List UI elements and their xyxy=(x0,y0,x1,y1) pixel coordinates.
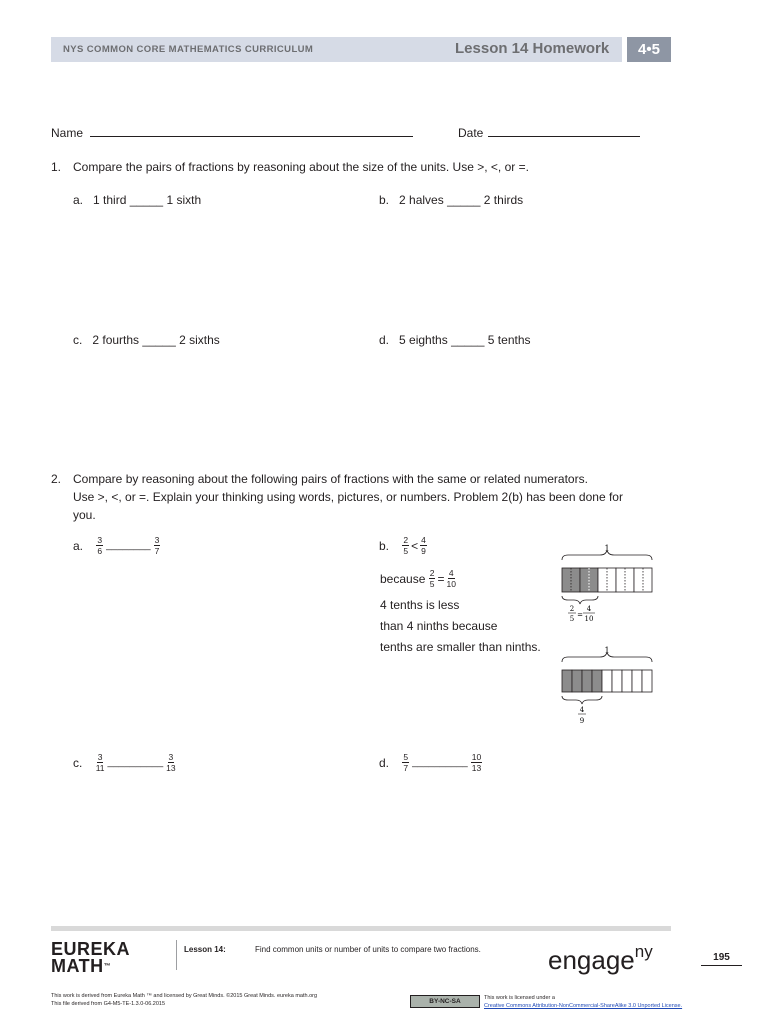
license-line1: This work is licensed under a xyxy=(484,995,555,1001)
grade-module-badge: 4•5 xyxy=(627,37,671,62)
q1b xyxy=(379,193,523,207)
q2-prompt-line3: you. xyxy=(73,508,96,522)
footer-rule xyxy=(51,926,671,931)
name-label: Name xyxy=(51,126,84,140)
q2c xyxy=(73,752,176,773)
q1a-left: 1 third xyxy=(93,193,127,207)
svg-text:4: 4 xyxy=(586,605,592,613)
q2-prompt-line2: Use >, <, or =. Explain your thinking using words, pictures, or numbers. Problem 2(b) has been done for xyxy=(73,490,623,504)
q2b-left-fraction: $\frac{2}{5}$ xyxy=(403,535,409,556)
q1c-letter: c. xyxy=(73,333,83,347)
engageny-logo: engage$^{ny}$ xyxy=(548,942,653,975)
q1a-letter: a. xyxy=(73,193,84,207)
svg-text:2: 2 xyxy=(569,605,575,613)
date-label: Date xyxy=(458,126,484,140)
q2a xyxy=(73,535,160,556)
q2d-right-fraction: $\frac{10}{13}$ xyxy=(471,752,482,773)
q2d xyxy=(379,752,482,773)
svg-text:10: 10 xyxy=(584,615,594,623)
q2a-left-fraction: $\frac{3}{6}$ xyxy=(97,535,103,556)
q1b-left: 2 halves xyxy=(399,193,444,207)
q2b-explain-line2: than 4 ninths because xyxy=(380,619,498,633)
footer-lesson-label: Lesson 14: xyxy=(184,945,226,954)
footer-divider xyxy=(176,940,177,970)
top-whole-label: 1 xyxy=(604,544,610,553)
page-number: 195 xyxy=(701,952,742,966)
q1a xyxy=(73,193,201,207)
derived-line1: This work is derived from Eureka Math ™ and licensed by Great Minds. ©2015 Great Minds. eureka math.org xyxy=(51,993,318,999)
q2c-right-fraction: $\frac{3}{13}$ xyxy=(166,752,176,773)
q1d-letter: d. xyxy=(379,333,390,347)
q1c-blank[interactable]: _____ xyxy=(142,333,176,347)
q2d-left-fraction: $\frac{5}{7}$ xyxy=(403,752,409,773)
q2b-because xyxy=(380,568,456,589)
q1d xyxy=(379,333,531,347)
eureka-math-logo: EUREKA MATH™ xyxy=(51,939,131,976)
q2b-letter: b. xyxy=(379,538,390,553)
top-under-brace xyxy=(562,596,598,604)
q2c-letter: c. xyxy=(73,755,83,770)
q2d-blank[interactable]: __________ xyxy=(412,757,468,768)
q2b-because-fraction2: $\frac{4}{10}$ xyxy=(446,568,456,589)
q1-prompt: Compare the pairs of fractions by reasoning about the size of the units. Use >, <, or =. xyxy=(73,160,529,174)
bottom-whole-label: 1 xyxy=(604,646,610,655)
q2b-explain-line3: tenths are smaller than ninths. xyxy=(380,640,541,654)
q2b-because-word: because xyxy=(380,571,426,586)
q2c-blank[interactable]: __________ xyxy=(107,757,164,768)
q2a-blank[interactable]: ________ xyxy=(106,540,151,551)
cc-license-badge[interactable]: BY-NC-SA xyxy=(410,995,480,1008)
q1d-right: 5 tenths xyxy=(487,333,531,347)
svg-text:4: 4 xyxy=(579,706,585,714)
q1b-letter: b. xyxy=(379,193,390,207)
q2b xyxy=(379,535,427,556)
q1a-right: 1 sixth xyxy=(166,193,202,207)
q1b-right: 2 thirds xyxy=(483,193,524,207)
svg-text:9: 9 xyxy=(579,717,585,725)
svg-text:5: 5 xyxy=(569,615,575,623)
q2b-op: < xyxy=(411,538,419,553)
name-field[interactable] xyxy=(90,125,413,137)
q1c-left: 2 fourths xyxy=(92,333,140,347)
date-field[interactable] xyxy=(488,125,640,137)
q1c xyxy=(73,333,220,347)
q1d-blank[interactable]: _____ xyxy=(451,333,485,347)
q2a-right-fraction: $\frac{3}{7}$ xyxy=(154,535,160,556)
q2-prompt-line1: Compare by reasoning about the following pairs of fractions with the same or related numerators. xyxy=(73,472,588,486)
footer-lesson-title: Find common units or number of units to compare two fractions. xyxy=(255,945,481,954)
q2b-because-fraction1: $\frac{2}{5}$ xyxy=(429,568,435,589)
q2d-letter: d. xyxy=(379,755,390,770)
license-link[interactable]: Creative Commons Attribution-NonCommercial-ShareAlike 3.0 Unported License. xyxy=(484,1003,683,1009)
q2b-tape-diagrams xyxy=(556,540,656,730)
curriculum-title: NYS COMMON CORE MATHEMATICS CURRICULUM xyxy=(63,44,314,55)
q1b-blank[interactable]: _____ xyxy=(447,193,481,207)
q2b-because-eq: = xyxy=(437,571,445,586)
q2a-letter: a. xyxy=(73,538,84,553)
q2b-right-fraction: $\frac{4}{9}$ xyxy=(421,535,426,556)
lesson-title: Lesson 14 Homework xyxy=(455,40,610,57)
svg-text:=: = xyxy=(577,611,583,619)
q2-number: 2. xyxy=(51,472,62,486)
bottom-under-brace xyxy=(562,696,602,704)
q1d-left: 5 eighths xyxy=(399,333,448,347)
q1c-right: 2 sixths xyxy=(179,333,220,347)
q2b-explain-line1: 4 tenths is less xyxy=(380,598,460,612)
derived-line2: This file derived from G4-M5-TE-1.3.0-06.2015 xyxy=(51,1001,166,1007)
q2c-left-fraction: $\frac{3}{11}$ xyxy=(95,752,105,773)
q1a-blank[interactable]: _____ xyxy=(129,193,164,207)
q1-number: 1. xyxy=(51,160,62,174)
